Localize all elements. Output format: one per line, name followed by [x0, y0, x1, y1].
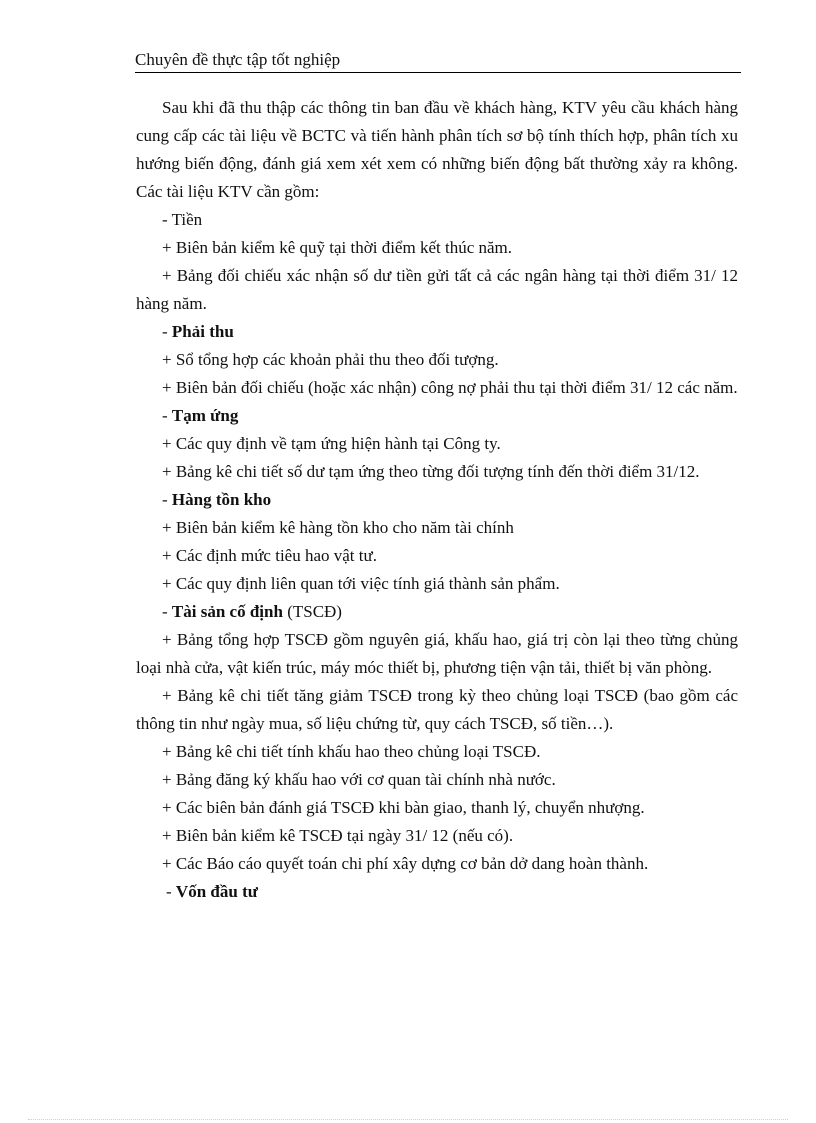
section-title: Phải thu — [171, 322, 234, 341]
section-title: Hàng tồn kho — [171, 490, 272, 509]
section-heading-tien: - Tiền — [162, 210, 203, 229]
section-heading-tscd: - Tài sản cố định (TSCĐ) — [162, 602, 342, 621]
list-item: + Bảng đăng ký khấu hao với cơ quan tài chính nhà nước. — [162, 770, 556, 789]
section-title-suffix: (TSCĐ) — [287, 602, 342, 621]
list-item: + Các biên bản đánh giá TSCĐ khi bàn giao, thanh lý, chuyển nhượng. — [162, 798, 645, 817]
section-heading-hang-ton-kho: - Hàng tồn kho — [162, 490, 272, 509]
section-title: Vốn đầu tư — [175, 882, 258, 901]
list-item: + Bảng tổng hợp TSCĐ gồm nguyên giá, khấu hao, giá trị còn lại theo từng chủng loại nhà cửa, vật kiến trúc, máy móc thiết bị, phương tiện vận tải, thiết bị văn phòng. — [136, 630, 738, 677]
list-item: + Các định mức tiêu hao vật tư. — [162, 546, 377, 565]
list-item: + Biên bản kiểm kê hàng tồn kho cho năm tài chính — [162, 518, 514, 537]
intro-paragraph: Sau khi đã thu thập các thông tin ban đầu về khách hàng, KTV yêu cầu khách hàng cung cấp các tài liệu về BCTC và tiến hành phân tích sơ bộ tính thích hợp, phân tích xu hướng biến động, đánh giá xem xét xem có những biến động bất thường xảy ra không. Các tài liệu KTV cần gồm: — [136, 98, 738, 201]
list-item: + Bảng kê chi tiết tăng giảm TSCĐ trong kỳ theo chủng loại TSCĐ (bao gồm các thông tin như ngày mua, số liệu chứng từ, quy cách TSCĐ, số tiền…). — [136, 686, 738, 733]
list-item: + Bảng kê chi tiết tính khấu hao theo chủng loại TSCĐ. — [162, 742, 541, 761]
page-header — [135, 48, 741, 73]
section-title: Tạm ứng — [171, 406, 239, 425]
section-title: Tiền — [171, 210, 203, 229]
document-body — [136, 94, 738, 906]
section-title: Tài sản cố định — [171, 602, 283, 621]
section-heading-von-dau-tu: - Vốn đầu tư — [166, 882, 258, 901]
footer-divider — [28, 1119, 788, 1120]
list-item: + Biên bản kiểm kê quỹ tại thời điểm kết thúc năm. — [162, 238, 513, 257]
list-item: + Sổ tổng hợp các khoản phải thu theo đối tượng. — [162, 350, 499, 369]
list-item: + Các quy định liên quan tới việc tính giá thành sản phẩm. — [162, 574, 560, 593]
list-item: + Bảng kê chi tiết số dư tạm ứng theo từng đối tượng tính đến thời điểm 31/12. — [162, 462, 700, 481]
list-item: + Biên bản đối chiếu (hoặc xác nhận) công nợ phải thu tại thời điểm 31/ 12 các năm. — [162, 378, 738, 397]
section-heading-tam-ung: - Tạm ứng — [162, 406, 239, 425]
list-item: + Bảng đối chiếu xác nhận số dư tiền gửi tất cả các ngân hàng tại thời điểm 31/ 12 hàng năm. — [136, 266, 738, 313]
list-item: + Biên bản kiểm kê TSCĐ tại ngày 31/ 12 (nếu có). — [162, 826, 514, 845]
list-item: + Các quy định về tạm ứng hiện hành tại Công ty. — [162, 434, 501, 453]
header-title: Chuyên đề thực tập tốt nghiệp — [135, 50, 341, 69]
list-item: + Các Báo cáo quyết toán chi phí xây dựng cơ bản dở dang hoàn thành. — [162, 854, 649, 873]
section-heading-phai-thu: - Phải thu — [162, 322, 234, 341]
